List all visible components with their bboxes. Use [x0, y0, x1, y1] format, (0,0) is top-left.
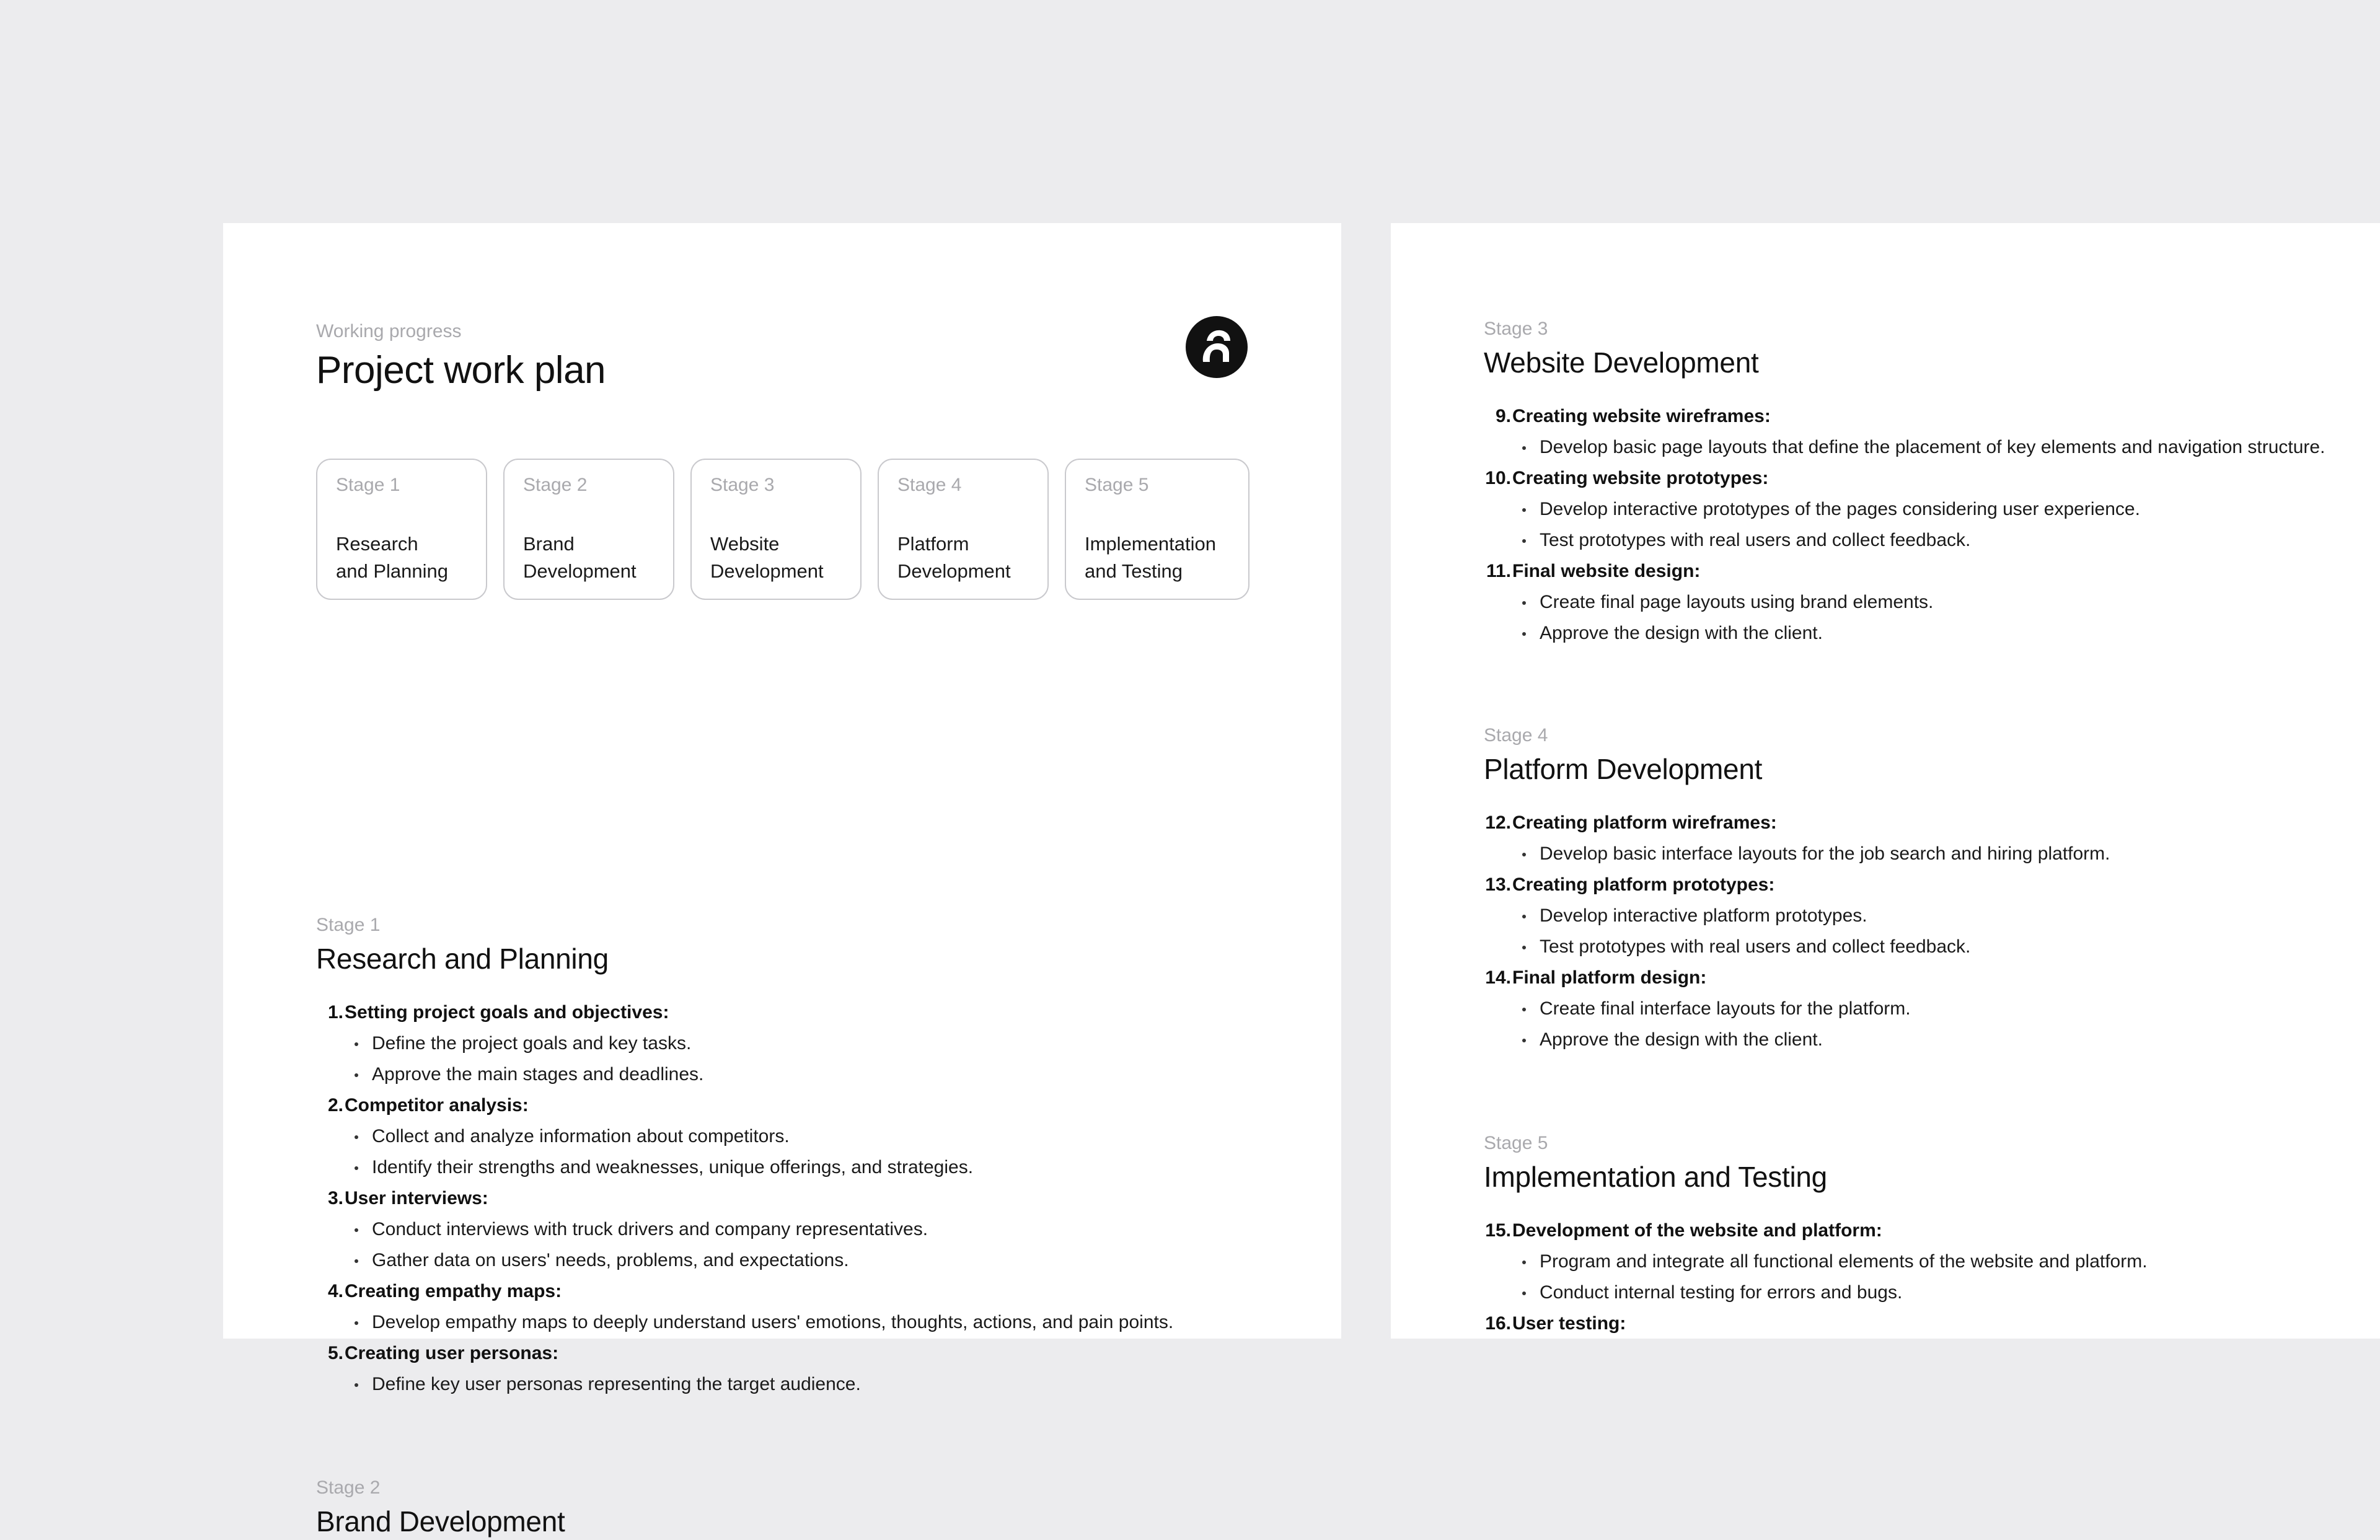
task-item	[1484, 807, 2110, 869]
task-label: User testing:	[1512, 1313, 1626, 1334]
task-heading	[316, 1338, 609, 1369]
section-eyebrow: Stage 5	[1484, 1133, 1548, 1153]
task-heading	[1484, 962, 1762, 993]
task-heading	[1484, 556, 1758, 587]
task-label: Creating platform prototypes:	[1512, 874, 1775, 895]
list-item-text: Gather data on users' needs, problems, and expectations.	[372, 1250, 849, 1270]
task-heading	[316, 997, 669, 1028]
task-label: Creating website wireframes:	[1512, 406, 1771, 426]
bullet-dot-icon	[355, 1135, 358, 1139]
task-item	[316, 1276, 1174, 1338]
section-stage2	[316, 1476, 565, 1540]
list-item	[316, 1152, 974, 1183]
task-number: 5.	[327, 1343, 343, 1363]
list-item	[1484, 494, 2140, 525]
list-item-text: Develop interactive prototypes of the pages considering user experience.	[1540, 499, 2140, 519]
task-item	[1484, 401, 2325, 463]
list-item	[1484, 618, 1823, 649]
list-item	[316, 1121, 790, 1152]
list-item	[1484, 525, 1971, 556]
list-item	[1484, 900, 1867, 931]
task-label: Creating empathy maps:	[345, 1281, 562, 1301]
task-number: 15.	[1485, 1220, 1511, 1241]
bullet-dot-icon	[355, 1259, 358, 1263]
task-item	[1484, 962, 1911, 1055]
document-title: Project work plan	[316, 349, 606, 392]
task-number: 11.	[1486, 561, 1511, 581]
bullet-dot-icon	[1522, 508, 1526, 512]
list-item-text: Approve the main stages and deadlines.	[372, 1064, 704, 1085]
list-item-text: Program and integrate all functional elements of the website and platform.	[1540, 1251, 2148, 1272]
section-eyebrow: Stage 1	[316, 915, 381, 935]
task-heading	[1484, 1308, 1827, 1339]
stage-card-number: Stage 2	[523, 475, 588, 495]
stage-card-2[interactable]	[503, 459, 674, 600]
bullet-dot-icon	[1522, 915, 1526, 918]
bullet-dot-icon	[1522, 1039, 1526, 1042]
stage-card-3[interactable]	[690, 459, 862, 600]
bullet-dot-icon	[355, 1228, 358, 1232]
section-stage1	[316, 913, 1174, 1400]
task-item	[1484, 1215, 2148, 1308]
task-number: 12.	[1485, 812, 1511, 833]
bullet-dot-icon	[1522, 446, 1526, 450]
list-item	[316, 1214, 928, 1245]
list-item	[316, 1245, 849, 1276]
task-item	[316, 1338, 861, 1400]
stage-cards-row	[316, 459, 1250, 602]
list-item	[1484, 1024, 1823, 1055]
task-number: 14.	[1485, 967, 1511, 988]
section-title: Research and Planning	[316, 943, 609, 975]
list-item	[1484, 931, 1971, 962]
task-label: Setting project goals and objectives:	[345, 1002, 669, 1023]
section-stage5	[1484, 1131, 2148, 1339]
task-item	[316, 1090, 974, 1183]
document-eyebrow: Working progress	[316, 321, 462, 341]
list-item-text: Identify their strengths and weaknesses, unique offerings, and strategies.	[372, 1157, 974, 1177]
list-item-text: Conduct internal testing for errors and bugs.	[1540, 1282, 1903, 1303]
section-title: Website Development	[1484, 346, 1759, 379]
task-label: Creating user personas:	[345, 1343, 559, 1363]
list-item	[1484, 432, 2325, 463]
stage-card-number: Stage 4	[897, 475, 962, 495]
document-page-left	[223, 223, 1341, 1538]
section-title: Implementation and Testing	[1484, 1161, 1827, 1193]
bullet-dot-icon	[355, 1073, 358, 1077]
task-label: Final website design:	[1512, 561, 1701, 581]
task-heading	[1484, 401, 1771, 432]
list-item-text: Develop empathy maps to deeply understand users' emotions, thoughts, actions, and pain points.	[372, 1312, 1174, 1332]
list-item-text: Define key user personas representing the target audience.	[372, 1374, 861, 1394]
bullet-dot-icon	[1522, 1261, 1526, 1264]
list-item-text: Approve the design with the client.	[1540, 623, 1823, 643]
bullet-dot-icon	[1522, 1291, 1526, 1295]
task-item	[1484, 869, 1971, 962]
stage-card-5[interactable]	[1065, 459, 1250, 600]
bullet-dot-icon	[1522, 632, 1526, 636]
task-list	[1484, 401, 2325, 649]
stage-card-1[interactable]	[316, 459, 487, 600]
task-label: Creating website prototypes:	[1512, 468, 1769, 488]
task-heading	[1484, 1215, 1882, 1246]
bullet-dot-icon	[1522, 601, 1526, 605]
list-item-text: Develop basic page layouts that define the placement of key elements and navigation structure.	[1540, 437, 2325, 457]
list-item	[1484, 993, 1911, 1024]
task-list	[1484, 1215, 2148, 1339]
stage-card-name: Website Development	[710, 533, 824, 582]
list-item	[1484, 838, 2110, 869]
list-item-text: Test prototypes with real users and collect feedback.	[1540, 530, 1971, 550]
bullet-dot-icon	[1522, 539, 1526, 543]
task-number: 9.	[1495, 406, 1511, 426]
list-item-text: Test prototypes with real users and collect feedback.	[1540, 936, 1971, 957]
task-number: 4.	[327, 1281, 343, 1301]
list-item-text: Approve the design with the client.	[1540, 1029, 1823, 1050]
stage-card-name: Research and Planning	[336, 533, 448, 582]
list-item-text: Collect and analyze information about competitors.	[372, 1126, 790, 1146]
task-label: Competitor analysis:	[345, 1095, 529, 1115]
stage-card-number: Stage 5	[1085, 475, 1149, 495]
list-item	[316, 1059, 704, 1090]
task-item	[1484, 556, 1934, 649]
bullet-dot-icon	[1522, 946, 1526, 949]
list-item-text: Develop basic interface layouts for the job search and hiring platform.	[1540, 843, 2110, 864]
section-title: Brand Development	[316, 1505, 565, 1538]
list-item	[1484, 1246, 2148, 1277]
bullet-dot-icon	[355, 1383, 358, 1387]
list-item	[1484, 1277, 1903, 1308]
stage-card-number: Stage 1	[336, 475, 400, 495]
task-heading	[316, 1183, 609, 1214]
section-title: Platform Development	[1484, 753, 1763, 785]
task-number: 3.	[327, 1188, 343, 1208]
bullet-dot-icon	[355, 1321, 358, 1325]
task-item	[1484, 1308, 1827, 1339]
section-stage4	[1484, 723, 2110, 1055]
list-item	[316, 1028, 692, 1059]
list-item-text: Create final page layouts using brand elements.	[1540, 592, 1934, 612]
list-item-text: Conduct interviews with truck drivers and company representatives.	[372, 1219, 928, 1239]
stylized-a-logo-icon	[1186, 316, 1248, 378]
task-heading	[1484, 807, 1777, 838]
list-item-text: Develop interactive platform prototypes.	[1540, 905, 1867, 926]
document-page-right	[1391, 223, 2380, 1339]
task-heading	[1484, 869, 1775, 900]
task-number: 2.	[327, 1095, 343, 1115]
bullet-dot-icon	[1522, 1008, 1526, 1011]
list-item-text: Define the project goals and key tasks.	[372, 1033, 692, 1054]
list-item-text: Create final interface layouts for the platform.	[1540, 998, 1911, 1019]
task-label: Final platform design:	[1512, 967, 1707, 988]
task-heading	[316, 1276, 609, 1307]
task-number: 1.	[327, 1002, 343, 1023]
list-item	[316, 1307, 1174, 1338]
list-item	[1484, 587, 1934, 618]
task-number: 16.	[1485, 1313, 1511, 1334]
task-list	[316, 997, 1174, 1400]
section-stage3	[1484, 317, 2325, 649]
task-number: 13.	[1485, 874, 1511, 895]
task-heading	[316, 1090, 609, 1121]
list-item	[316, 1369, 861, 1400]
section-eyebrow: Stage 2	[316, 1477, 381, 1498]
task-item	[1484, 463, 2140, 556]
task-heading	[1484, 463, 1769, 494]
bullet-dot-icon	[1522, 853, 1526, 856]
stage-card-name: Platform Development	[897, 533, 1011, 582]
bullet-dot-icon	[355, 1166, 358, 1170]
task-item	[316, 1183, 928, 1276]
stage-card-number: Stage 3	[710, 475, 775, 495]
task-list	[1484, 807, 2110, 1055]
task-label: Development of the website and platform:	[1512, 1220, 1882, 1241]
task-label: Creating platform wireframes:	[1512, 812, 1777, 833]
bullet-dot-icon	[355, 1042, 358, 1046]
task-item	[316, 997, 704, 1090]
stage-card-name: Brand Development	[523, 533, 637, 582]
section-eyebrow: Stage 3	[1484, 319, 1548, 339]
section-eyebrow: Stage 4	[1484, 725, 1548, 746]
task-number: 10.	[1485, 468, 1511, 488]
stage-card-4[interactable]	[878, 459, 1049, 600]
task-label: User interviews:	[345, 1188, 488, 1208]
stage-card-name: Implementation and Testing	[1085, 533, 1216, 582]
